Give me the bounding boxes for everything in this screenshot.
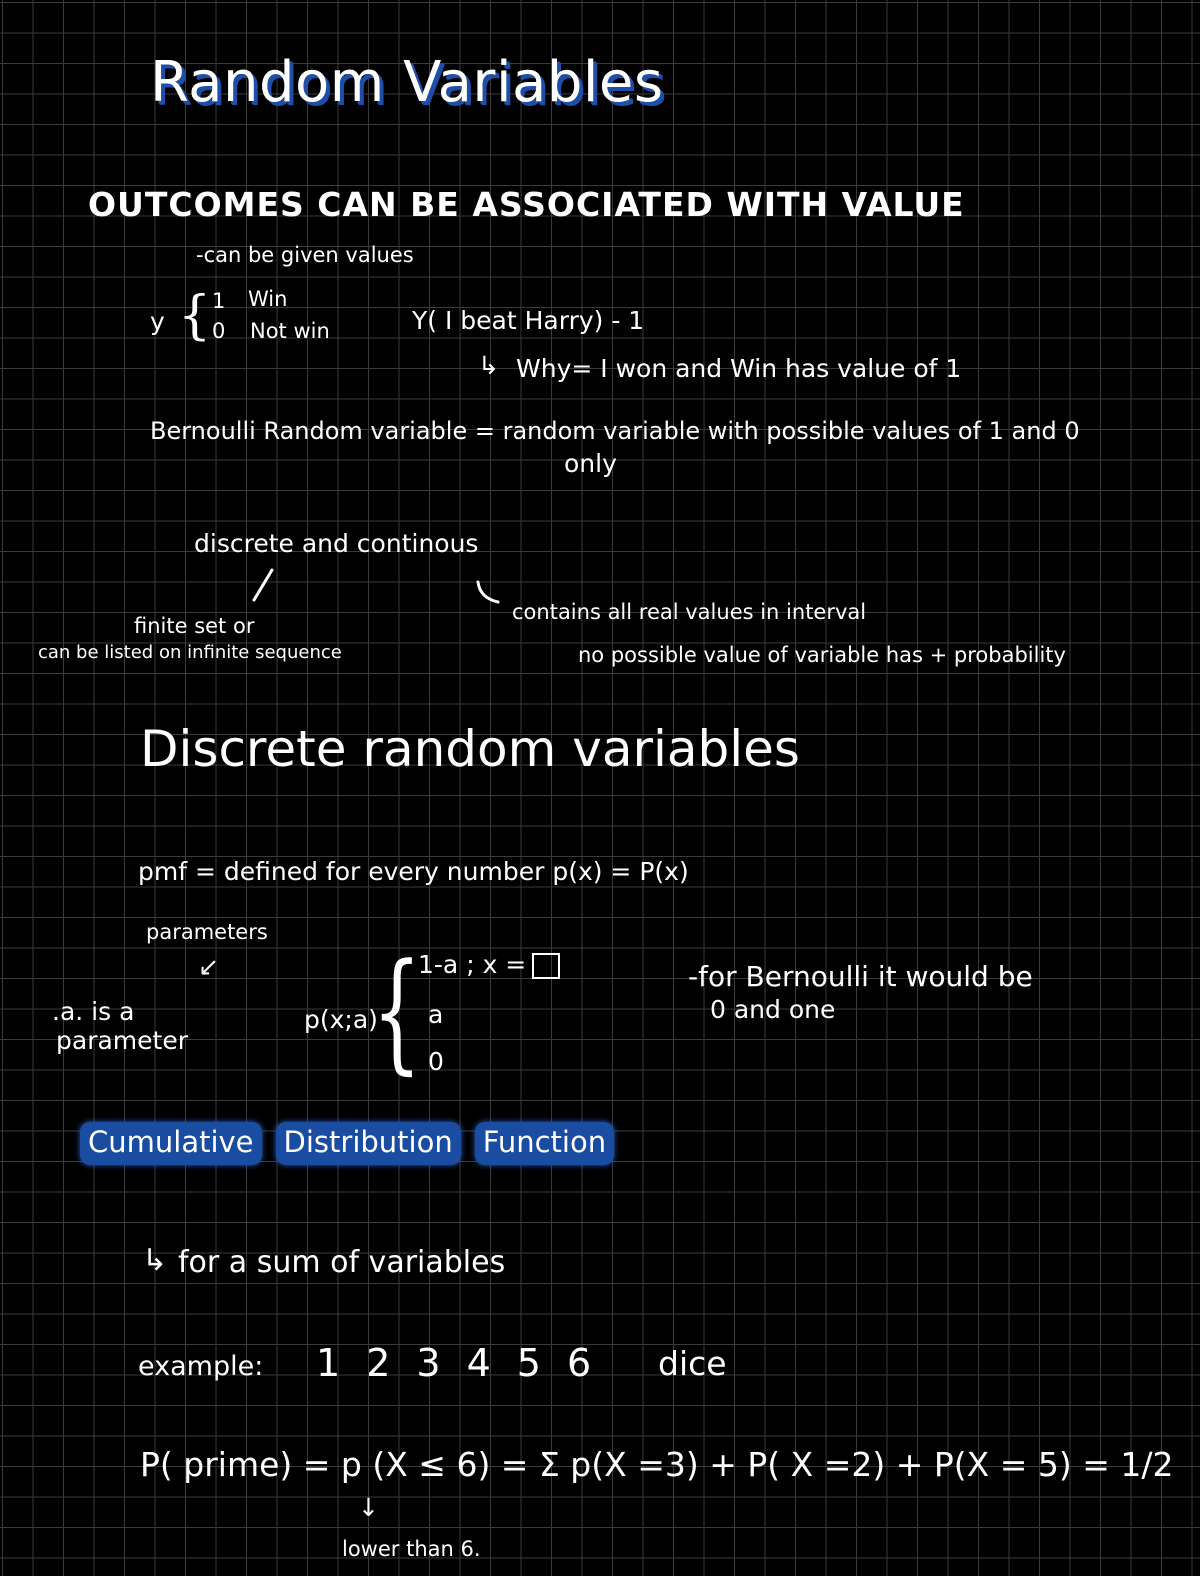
page-title: Random Variables [150,50,664,115]
cdf-note: for a sum of variables [178,1245,506,1280]
branch-right-stroke [474,578,504,608]
dice-values [316,1343,591,1385]
example-label: example: [138,1351,264,1382]
down-left-arrow-icon: ↙ [198,952,219,981]
y-case-win-value: 1 [212,289,226,313]
y-case-win-label: Win [248,287,288,311]
parameters-label: parameters [146,920,268,944]
outcomes-example: Y( I beat Harry) - 1 [412,306,645,335]
y-brace: { [178,286,212,346]
blank-box-icon [532,953,560,979]
cdf-equation: P( prime) = p (X ≤ 6) = Σ p(X =3) + P( X =2) + P(X = 5) = 1/2 [140,1445,1174,1484]
cdf-heading [80,1122,614,1165]
hook-arrow-icon: ↳ [142,1243,168,1278]
hook-arrow-icon: ↳ [478,351,499,380]
dice-value: 3 [416,1341,441,1385]
parameter-note-line1: .a. is a [52,997,135,1026]
continuous-desc-line2: no possible value of variable has + probability [578,643,1066,667]
dice-label: dice [658,1344,727,1383]
parameter-note-line2: parameter [56,1026,188,1055]
discrete-desc-line1: finite set or [134,614,255,638]
cdf-heading-word-2: Distribution [276,1122,461,1165]
types-heading: discrete and continous [194,529,479,558]
discrete-desc-line2: can be listed on infinite sequence [38,642,342,663]
dice-value: 5 [516,1341,541,1385]
dice-value: 4 [466,1341,491,1385]
y-variable-label: y [150,307,165,336]
cdf-heading-word-1: Cumulative [80,1122,262,1165]
pmf-brace: { [372,935,422,1087]
dice-value: 6 [566,1341,592,1385]
bernoulli-pmf-note-line2: 0 and one [710,995,836,1024]
outcomes-example-reason: Why= I won and Win has value of 1 [516,354,962,383]
bernoulli-definition: Bernoulli Random variable = random variable with possible values of 1 and 0 [150,417,1080,445]
pmf-case-2: a [428,1000,444,1029]
bernoulli-definition-cont: only [564,449,617,478]
pmf-function-label: p(x;a) [304,1005,378,1034]
y-case-notwin-value: 0 [212,319,226,343]
y-case-notwin-label: Not win [250,319,330,343]
pmf-case-1-text: 1-a ; x = [418,950,527,979]
dice-value: 2 [366,1341,391,1385]
outcomes-heading: OUTCOMES CAN BE ASSOCIATED WITH VALUE [88,185,965,224]
bernoulli-pmf-note-line1: -for Bernoulli it would be [688,960,1033,993]
continuous-desc-line1: contains all real values in interval [512,600,867,624]
cdf-footnote: lower than 6. [342,1537,481,1561]
pmf-definition: pmf = defined for every number p(x) = P(x) [138,857,689,886]
pmf-case-3: 0 [428,1047,444,1076]
down-arrow-icon: ↓ [358,1493,379,1522]
dice-value: 1 [316,1341,341,1385]
pmf-case-1 [418,951,560,979]
branch-left-stroke [248,566,278,606]
cdf-heading-word-3: Function [475,1122,614,1165]
outcomes-note: -can be given values [196,243,414,267]
discrete-heading: Discrete random variables [140,720,800,778]
